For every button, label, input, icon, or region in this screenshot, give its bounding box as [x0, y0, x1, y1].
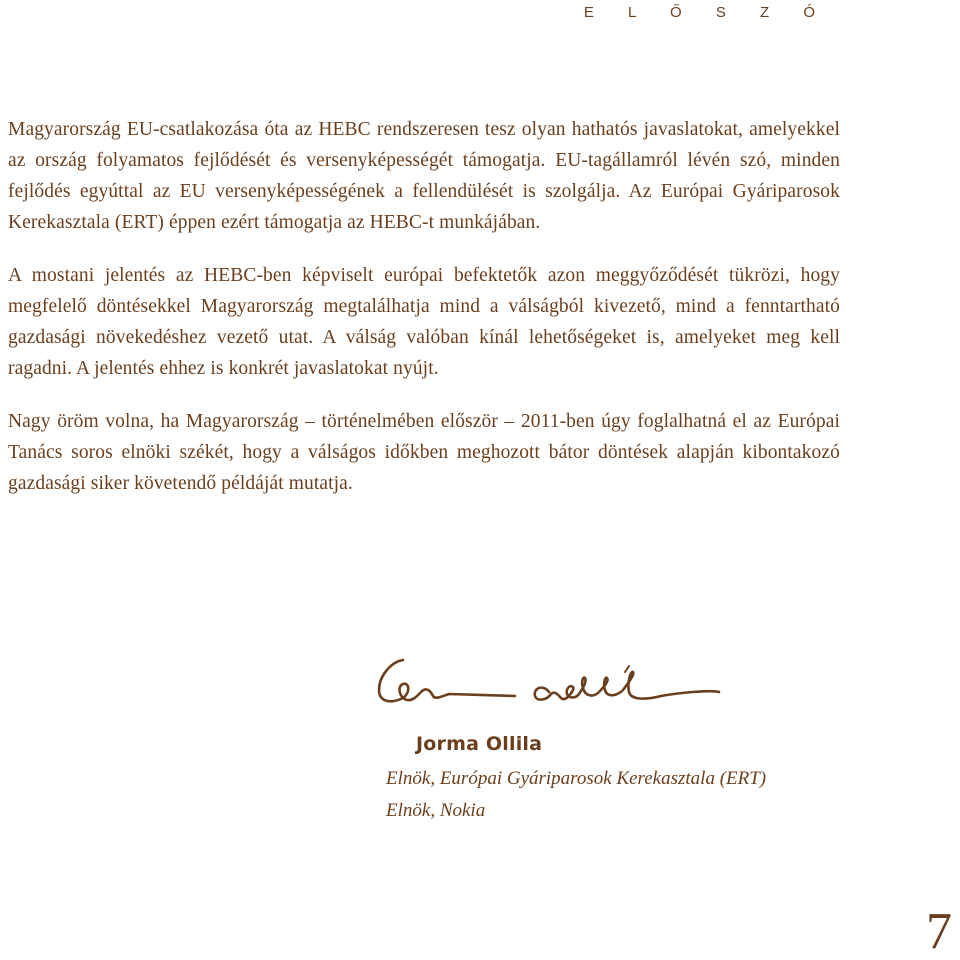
section-title: E L Ő S Z Ó — [583, 4, 830, 21]
body-text — [8, 114, 840, 521]
signer-title-nokia: Elnök, Nokia — [386, 800, 486, 821]
page-number: 7 — [926, 903, 952, 960]
handwritten-signature — [373, 652, 753, 722]
signer-title-ert: Elnök, Európai Gyáriparosok Kerekasztala (ERT) — [386, 768, 767, 789]
signer-name: Jorma Ollila — [416, 733, 543, 755]
paragraph-2: A mostani jelentés az HEBC-ben képviselt európai befektetők azon meggyőződését tükrözi, hogy megfelelő döntésekkel Magyarország megtalálhatja mind a válságból kivezető, mind a fenntartható gazdasági növekedéshez vezető utat. A válság valóban kínál lehetőségeket is, amelyeket meg kell ragadni. A jelentés ehhez is konkrét javaslatokat nyújt. — [8, 265, 840, 379]
paragraph-1: Magyarország EU-csatlakozása óta az HEBC rendszeresen tesz olyan hathatós javaslatokat, amelyekkel az ország folyamatos fejlődését és versenyképességét támogatja. EU-tagállamról lévén szó, minden fejlődés egyúttal az EU versenyképességének a fellendülését is szolgálja. Az Európai Gyáriparosok Kerekasztala (ERT) éppen ezért támogatja az HEBC-t munkájában. — [8, 119, 840, 233]
signer-block — [386, 733, 766, 827]
paragraph-3: Nagy öröm volna, ha Magyarország – történelmében először – 2011-ben úgy foglalhatná el az Európai Tanács soros elnöki székét, hogy a válságos időkben meghozott bátor döntések alapján kibontakozó gazdasági siker követendő példáját mutatja. — [8, 411, 840, 494]
